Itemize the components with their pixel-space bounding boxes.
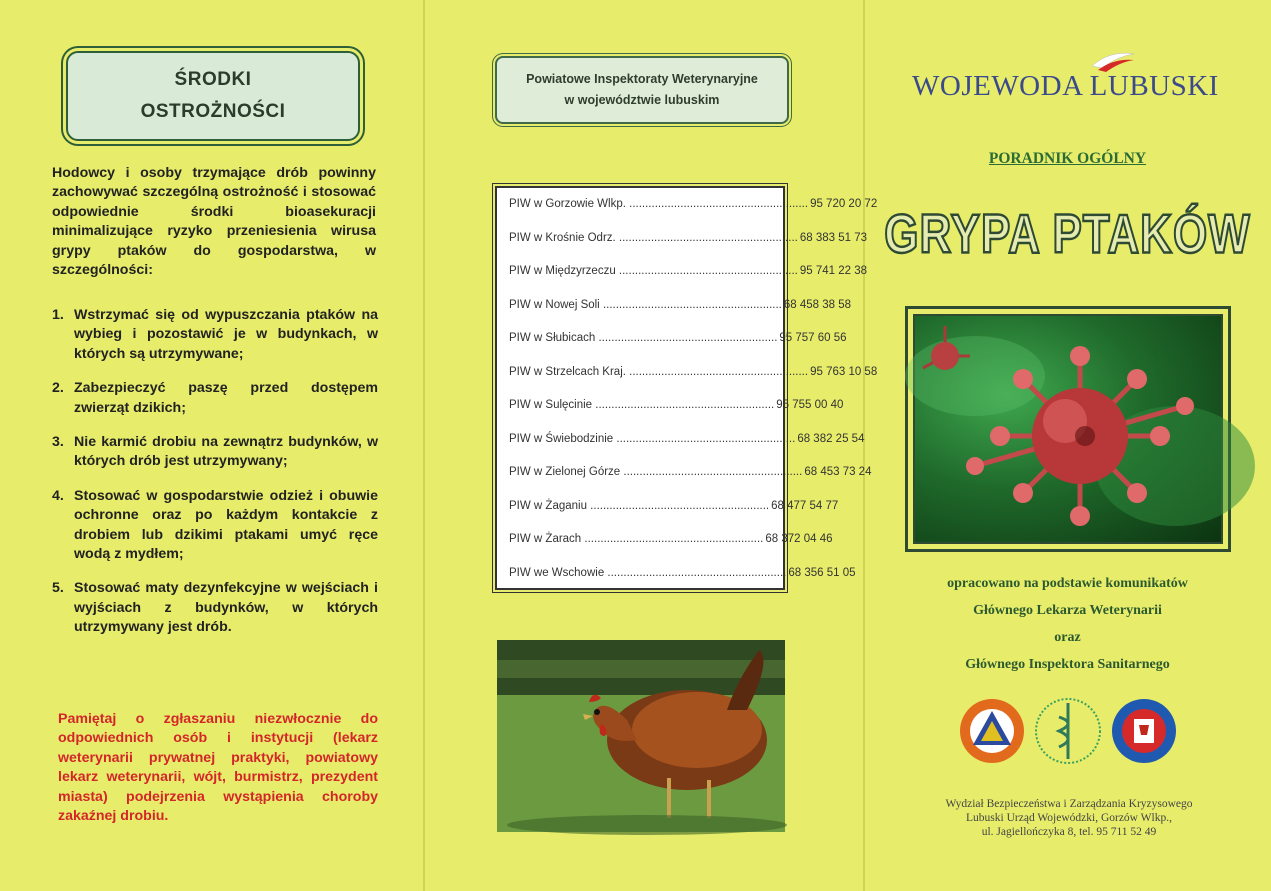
logo-word: LUBUSKI xyxy=(1089,70,1219,102)
piw-name: PIW w Słubicach xyxy=(509,332,596,344)
piw-phone: 95 741 22 38 xyxy=(799,265,867,277)
list-item xyxy=(509,566,856,579)
credit-line: opracowano na podstawie komunikatów xyxy=(947,576,1188,591)
hen-photo xyxy=(497,640,785,832)
list-item xyxy=(509,432,865,445)
emblems xyxy=(959,697,1179,767)
list-item xyxy=(509,499,839,512)
dot-leader: ........................................................ xyxy=(615,265,798,277)
footer-line: Wydział Bezpieczeństwa i Zarządzania Kryzysowego xyxy=(945,798,1193,810)
guide-subtitle: PORADNIK OGÓLNY xyxy=(988,150,1147,167)
left-panel xyxy=(0,0,424,891)
dot-leader: ........................................................ xyxy=(625,365,809,378)
middle-panel xyxy=(424,0,878,891)
sanitary-inspection-emblem xyxy=(1112,699,1176,763)
piw-name: PIW w Strzelcach Kraj. xyxy=(509,365,626,378)
piw-name: PIW w Międzyrzeczu xyxy=(509,265,616,277)
list-item xyxy=(509,466,872,478)
list-number: 4. xyxy=(52,487,64,504)
title-line: Powiatowe Inspektoraty Weterynaryjne xyxy=(526,72,758,86)
list-item xyxy=(509,533,833,545)
list-item xyxy=(509,265,867,277)
dot-leader: ........................................................ xyxy=(595,332,778,344)
heading-line: ŚRODKI xyxy=(174,69,252,90)
dot-leader: ........................................................ xyxy=(586,499,770,512)
credit-line: Głównego Lekarza Weterynarii xyxy=(973,603,1162,618)
credit-line: oraz xyxy=(1054,630,1081,645)
list-item xyxy=(509,399,844,411)
list-item xyxy=(509,332,847,344)
piw-name: PIW w Żaganiu xyxy=(509,499,587,512)
piw-name: PIW w Zielonej Górze xyxy=(509,466,621,478)
list-item xyxy=(52,487,378,565)
dot-leader: ........................................................ xyxy=(615,231,798,244)
piw-name: PIW w Gorzowie Wlkp. xyxy=(509,198,626,210)
list-text: Nie karmić drobiu na zewnątrz budynków, w których drób jest utrzymywany; xyxy=(74,434,378,470)
piw-phone: 95 755 00 40 xyxy=(776,399,844,411)
list-item xyxy=(509,231,867,244)
piw-phone: 95 763 10 58 xyxy=(810,365,878,378)
dot-leader: ........................................................ xyxy=(625,198,809,210)
piw-phone: 68 356 51 05 xyxy=(788,566,856,579)
list-item xyxy=(509,298,852,311)
dot-leader: ........................................................ xyxy=(620,466,803,478)
footer-line: Lubuski Urząd Wojewódzki, Gorzów Wlkp., xyxy=(966,812,1172,824)
list-number: 1. xyxy=(52,307,64,323)
piw-name: PIW w Nowej Soli xyxy=(509,298,600,311)
list-number: 3. xyxy=(52,434,64,451)
piw-phone: 95 757 60 56 xyxy=(779,332,847,344)
credit-line: Głównego Inspektora Sanitarnego xyxy=(965,657,1170,672)
inspectorates-list xyxy=(495,186,878,590)
heading-line: OSTROŻNOŚCI xyxy=(140,101,286,122)
piw-phone: 68 477 54 77 xyxy=(771,499,839,512)
virus-illustration xyxy=(915,316,1225,542)
list-text: Wstrzymać się od wypuszczania ptaków na wybieg i pozostawić je w budynkach, w których są utrzymywane; xyxy=(74,307,378,362)
inspectorates-title xyxy=(495,56,789,124)
piw-phone: 68 372 04 46 xyxy=(765,533,833,545)
rules-list xyxy=(52,306,378,653)
piw-name: PIW w Żarach xyxy=(509,533,582,545)
flag-icon xyxy=(1090,50,1136,72)
dot-leader: ........................................................ xyxy=(613,432,796,445)
voivode-logo xyxy=(912,70,1232,103)
title-line: w województwie lubuskim xyxy=(564,93,720,107)
footer-line: ul. Jagiellończyka 8, tel. 95 711 52 49 xyxy=(981,826,1157,838)
piw-name: PIW we Wschowie xyxy=(509,566,605,579)
piw-name: PIW w Świebodzinie xyxy=(509,432,614,445)
piw-phone: 95 720 20 72 xyxy=(810,198,878,210)
dot-leader: ........................................................ xyxy=(592,399,775,411)
credits xyxy=(864,570,1271,678)
list-text: Stosować w gospodarstwie odzież i obuwie ochronne oraz po każdym kontakcie z drobiem lub dzikimi ptakami umyć ręce wodą z mydłem; xyxy=(74,487,378,563)
list-text: Zabezpieczyć paszę przed dostępem zwierząt dzikich; xyxy=(74,380,378,416)
piw-phone: 68 382 25 54 xyxy=(797,432,865,445)
emblem-row xyxy=(959,697,1179,767)
list-item xyxy=(52,379,378,418)
list-number: 2. xyxy=(52,380,64,397)
warning-text: Pamiętaj o zgłaszaniu niezwłocznie do odpowiednich osób i instytucji (lekarz weterynarii prywatnej praktyki, powiatowy lekarz weterynarii, wójt, burmistrz, prezydent miasta) podejrzenia wystąpienia choroby zakaźnej drobiu. xyxy=(58,711,378,825)
hen-illustration xyxy=(497,640,785,832)
logo-word: WOJEWODA xyxy=(912,70,1082,102)
list-item xyxy=(52,306,378,364)
dot-leader: ........................................................ xyxy=(581,533,764,545)
list-text: Stosować maty dezynfekcyjne w wejściach i wyjściach z budynków, w których utrzymywany jest drób. xyxy=(74,580,378,636)
crisis-management-emblem xyxy=(960,699,1024,763)
dot-leader: ........................................................ xyxy=(599,298,782,311)
footer-address xyxy=(904,797,1234,839)
intro-text: Hodowcy i osoby trzymające drób powinny zachowywać szczególną ostrożność i stosować odpowiednie środki bioasekuracji minimalizujące ryzyko przeniesienia wirusa grypy ptaków do gospodarstwa, w szczególności: xyxy=(52,165,376,279)
list-item xyxy=(509,365,878,378)
piw-phone: 68 383 51 73 xyxy=(799,231,867,244)
veterinary-emblem xyxy=(1036,699,1100,763)
list-item xyxy=(509,198,878,210)
piw-name: PIW w Sulęcinie xyxy=(509,399,593,411)
list-number: 5. xyxy=(52,580,64,597)
virus-image xyxy=(913,314,1223,544)
precautions-heading xyxy=(66,51,360,141)
piw-phone: 68 458 38 58 xyxy=(783,298,852,311)
list-item xyxy=(52,579,378,637)
virus-image-frame xyxy=(905,306,1231,552)
right-panel xyxy=(864,0,1271,891)
page-title: GRYPA PTAKÓW xyxy=(884,203,1251,265)
dot-leader: ........................................................ xyxy=(604,566,787,579)
piw-name: PIW w Krośnie Odrz. xyxy=(509,231,616,244)
list-item xyxy=(52,433,378,472)
piw-phone: 68 453 73 24 xyxy=(804,466,872,478)
